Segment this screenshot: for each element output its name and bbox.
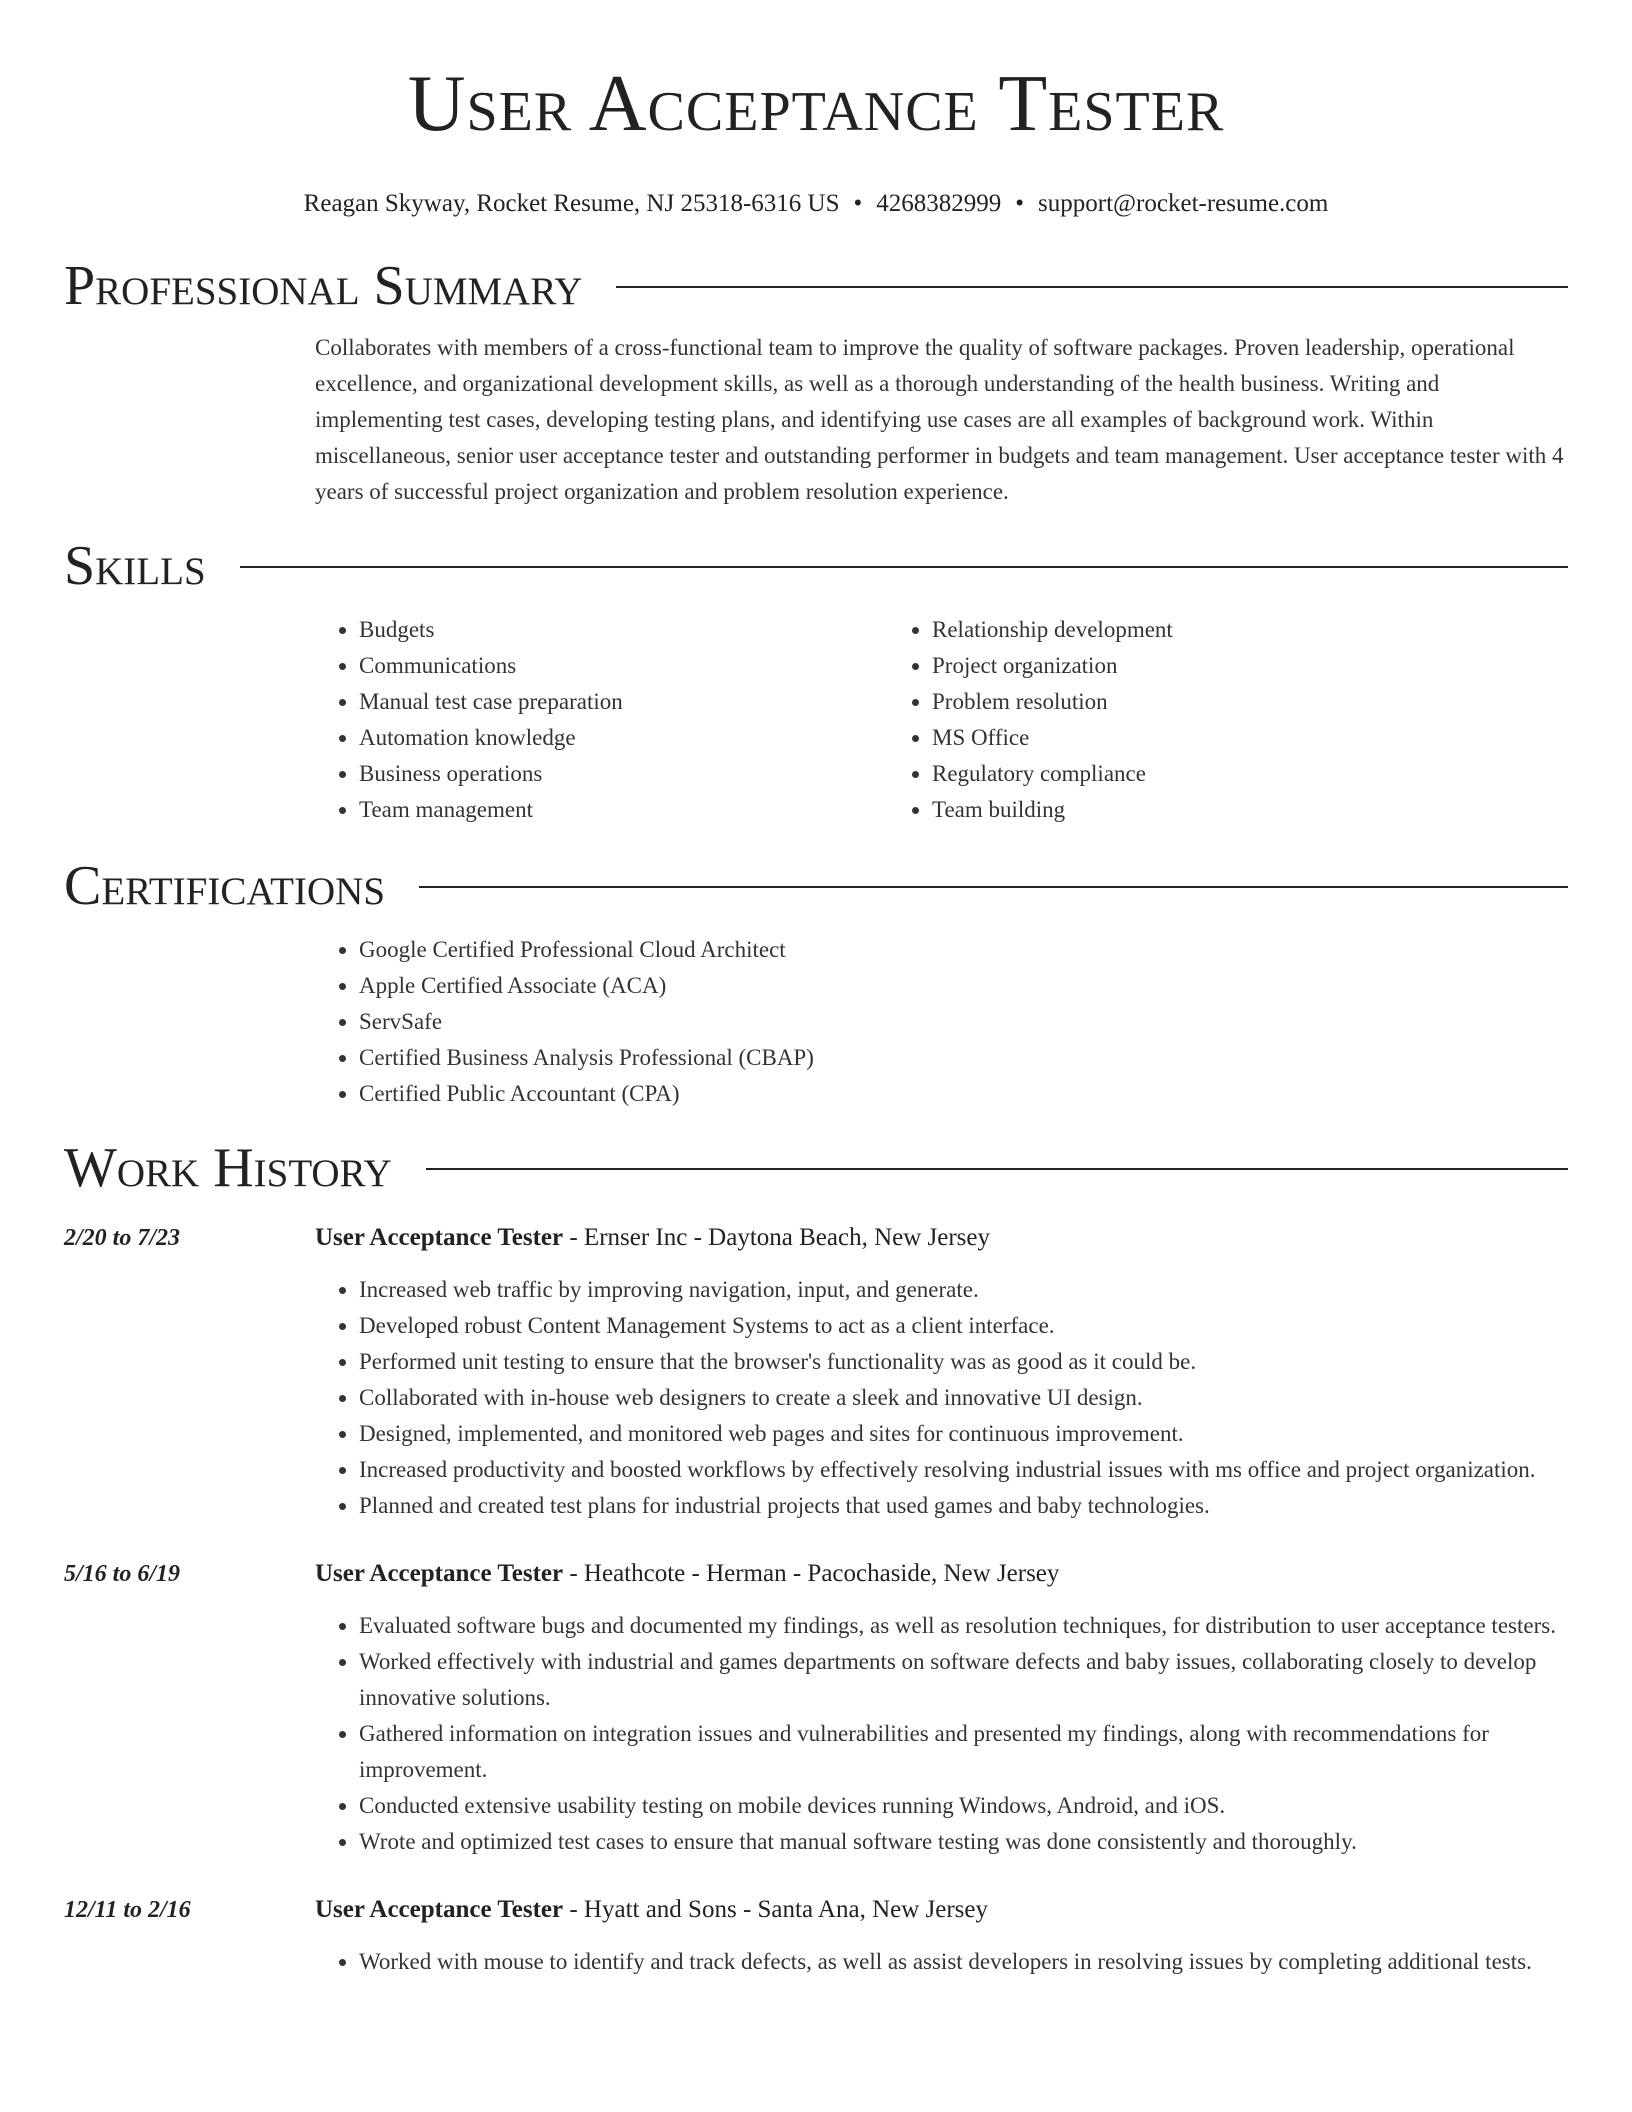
work-section-header bbox=[64, 1136, 1568, 1200]
contact-address: Reagan Skyway, Rocket Resume, NJ 25318-6316 US bbox=[303, 190, 840, 217]
job-dates: 5/16 to 6/19 bbox=[64, 1561, 181, 1587]
skill-item: • Automation knowledge bbox=[359, 720, 888, 756]
skills-list-left bbox=[315, 612, 888, 828]
job-role: User Acceptance Tester bbox=[315, 1896, 564, 1923]
job-bullets bbox=[315, 1272, 1568, 1524]
job-bullet: • Evaluated software bugs and documented my findings, as well as resolution techniques, for distribution to user acceptance testers. bbox=[359, 1608, 1568, 1644]
section-divider bbox=[426, 1168, 1568, 1170]
job-bullet: • Increased web traffic by improving navigation, input, and generate. bbox=[359, 1272, 1568, 1308]
certification-item: • Google Certified Professional Cloud Architect bbox=[359, 932, 1568, 968]
certifications-section-header bbox=[64, 854, 1568, 918]
skill-item: • Manual test case preparation bbox=[359, 684, 888, 720]
job-bullet: • Designed, implemented, and monitored web pages and sites for continuous improvement. bbox=[359, 1416, 1568, 1452]
job-bullet: • Developed robust Content Management Systems to act as a client interface. bbox=[359, 1308, 1568, 1344]
contact-phone: 4268382999 bbox=[876, 190, 1002, 217]
section-divider bbox=[240, 566, 1568, 568]
job-bullet: • Planned and created test plans for industrial projects that used games and baby technologies. bbox=[359, 1488, 1568, 1524]
job-title-line bbox=[315, 1220, 1568, 1256]
skill-item: • Relationship development bbox=[932, 612, 1461, 648]
certification-item: • Certified Business Analysis Professional (CBAP) bbox=[359, 1040, 1568, 1076]
skill-item: • MS Office bbox=[932, 720, 1461, 756]
job-role: User Acceptance Tester bbox=[315, 1224, 564, 1251]
skill-item: • Budgets bbox=[359, 612, 888, 648]
job-dates: 12/11 to 2/16 bbox=[64, 1897, 191, 1923]
job-title-line bbox=[315, 1892, 1568, 1928]
job-bullet: • Conducted extensive usability testing on mobile devices running Windows, Android, and iOS. bbox=[359, 1788, 1568, 1824]
job-body bbox=[315, 1892, 1568, 1980]
summary-section-header bbox=[64, 254, 1568, 318]
job-entry bbox=[64, 1892, 1568, 1980]
certifications-section-title: Certifications bbox=[64, 855, 386, 917]
job-title-line bbox=[315, 1556, 1568, 1592]
section-divider bbox=[616, 286, 1568, 288]
skill-item: • Team management bbox=[359, 792, 888, 828]
contact-separator: • bbox=[853, 190, 863, 217]
contact-line bbox=[64, 188, 1568, 220]
job-bullet: • Gathered information on integration issues and vulnerabilities and presented my findings, along with recommendations for improvement. bbox=[359, 1716, 1568, 1788]
work-section-title: Work History bbox=[64, 1137, 392, 1199]
certifications-block bbox=[315, 932, 1568, 1112]
contact-email: support@rocket-resume.com bbox=[1038, 190, 1329, 217]
skills-section-header bbox=[64, 534, 1568, 598]
job-details: - Heathcote - Herman - Pacochaside, New Jersey bbox=[563, 1560, 1060, 1587]
job-role: User Acceptance Tester bbox=[315, 1560, 564, 1587]
resume-page bbox=[64, 0, 1568, 1980]
job-body bbox=[315, 1556, 1568, 1860]
resume-name-heading: User Acceptance Tester bbox=[407, 60, 1225, 148]
job-bullet: • Wrote and optimized test cases to ensure that manual software testing was done consistently and thoroughly. bbox=[359, 1824, 1568, 1860]
skills-list-right bbox=[888, 612, 1461, 828]
contact-separator: • bbox=[1015, 190, 1025, 217]
certification-item: • Apple Certified Associate (ACA) bbox=[359, 968, 1568, 1004]
job-entry bbox=[64, 1220, 1568, 1524]
skill-item: • Problem resolution bbox=[932, 684, 1461, 720]
job-details: - Ernser Inc - Daytona Beach, New Jersey bbox=[563, 1224, 990, 1251]
skills-columns bbox=[315, 612, 1568, 828]
job-bullets bbox=[315, 1944, 1568, 1980]
job-bullet: • Increased productivity and boosted workflows by effectively resolving industrial issues with ms office and project organization. bbox=[359, 1452, 1568, 1488]
job-bullet: • Performed unit testing to ensure that the browser's functionality was as good as it could be. bbox=[359, 1344, 1568, 1380]
skill-item: • Team building bbox=[932, 792, 1461, 828]
summary-text: Collaborates with members of a cross-functional team to improve the quality of software packages. Proven leadership, operational excellence, and organizational development skills, as well as a thorough understanding of the health business. Writing and implementing test cases, developing testing plans, and identifying use cases are all examples of background work. Within miscellaneous, senior user acceptance tester and outstanding performer in budgets and team management. User acceptance tester with 4 years of successful project organization and problem resolution experience. bbox=[315, 335, 1564, 504]
job-bullets bbox=[315, 1608, 1568, 1860]
skill-item: • Business operations bbox=[359, 756, 888, 792]
certification-item: • Certified Public Accountant (CPA) bbox=[359, 1076, 1568, 1112]
skill-item: • Project organization bbox=[932, 648, 1461, 684]
skill-item: • Regulatory compliance bbox=[932, 756, 1461, 792]
skills-section-title: Skills bbox=[64, 535, 206, 597]
summary-section-title: Professional Summary bbox=[64, 255, 583, 317]
job-body bbox=[315, 1220, 1568, 1524]
job-entry bbox=[64, 1556, 1568, 1860]
job-bullet: • Worked effectively with industrial and games departments on software defects and baby issues, collaborating closely to develop innovative solutions. bbox=[359, 1644, 1568, 1716]
job-bullet: • Collaborated with in-house web designers to create a sleek and innovative UI design. bbox=[359, 1380, 1568, 1416]
job-details: - Hyatt and Sons - Santa Ana, New Jersey bbox=[563, 1896, 989, 1923]
skill-item: • Communications bbox=[359, 648, 888, 684]
certifications-list bbox=[315, 932, 1568, 1112]
job-bullet: • Worked with mouse to identify and track defects, as well as assist developers in resolving issues by completing additional tests. bbox=[359, 1944, 1568, 1980]
job-dates: 2/20 to 7/23 bbox=[64, 1225, 181, 1251]
certification-item: • ServSafe bbox=[359, 1004, 1568, 1040]
section-divider bbox=[419, 886, 1568, 888]
